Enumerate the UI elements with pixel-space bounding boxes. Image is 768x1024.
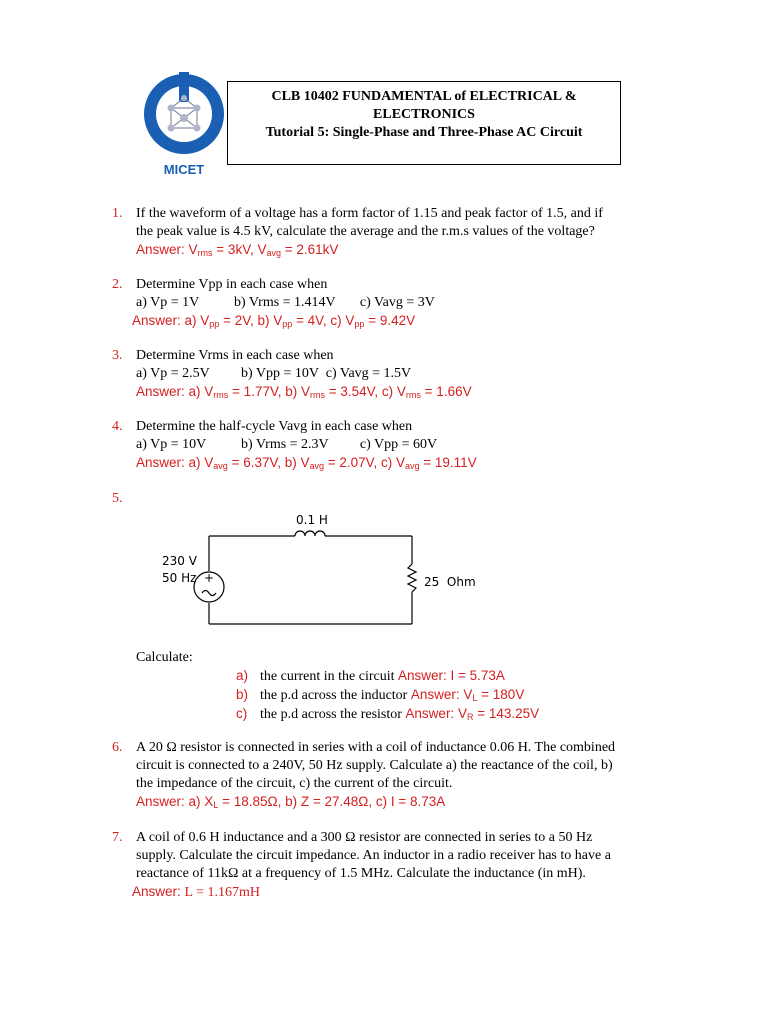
resistor-symbol — [408, 564, 416, 592]
question-1: 1. If the waveform of a voltage has a form factor of 1.15 and peak factor of 1.5, and if the peak value is 4.5 kV, calculate the average and the r.m.s values of the voltage? Answer: $V_{rms} = 3kV$, $V_{avg} = 2.61kV$ — [112, 205, 660, 259]
inductor-label: 0.1 H — [296, 513, 328, 527]
question-5-calculate: Calculate: — [136, 650, 193, 665]
question-5-subparts — [236, 667, 676, 724]
svg-text:MICET: MICET — [163, 162, 205, 177]
molecule-lattice-icon — [135, 70, 233, 180]
answer-1: Answer: $V_{rms} = 3kV$, $V_{avg} = 2.61kV$ — [136, 242, 339, 258]
tutorial-title: Tutorial 5: Single-Phase and Three-Phase AC Circuit — [265, 125, 583, 140]
resistor-label: 25 Ohm — [424, 575, 476, 589]
answer-6: Answer: a) $X_L = 18.85\Omega$, b) Z = 27.48Ω, c) I = 8.73A — [136, 794, 446, 810]
course-title-line2: ELECTRONICS — [373, 107, 475, 122]
question-6: 6. A 20 Ω resistor is connected in series with a coil of inductance 0.06 H. The combined circuit is connected to a 240V, 50 Hz supply. Calculate a) the reactance of the coil, b) the impedance of the circuit, c) the current of the circuit. Answer: a) $X_L = 18.85\Omega$, b) Z = 27.48Ω, c) I = 8.73A — [112, 739, 660, 811]
answer-3: Answer: a) $V_{rms} = 1.77V$, b) $V_{rms} = 3.54V$, c) $V_{rms} = 1.66V$ — [136, 384, 472, 400]
question-2: 2. Determine Vpp in each case when a) Vp = 1V b) Vrms = 1.414V c) Vavg = 3V Answer: a) $V_{pp} = 2V$, b) $V_{pp} = 4V$, c) $V_{pp} = 9.42V$ — [112, 276, 660, 330]
subpart-a: a) the current in the circuit Answer: I = 5.73A — [236, 668, 505, 684]
subpart-b: b) the p.d across the inductor Answer: $V_L = 180V$ — [236, 687, 525, 703]
source-frequency-label: 50 Hz — [162, 571, 197, 585]
title-box — [227, 81, 621, 165]
question-7: 7. A coil of 0.6 H inductance and a 300 Ω resistor are connected in series to a 50 Hz supply. Calculate the circuit impedance. An inductor in a radio receiver has to have a reactance of 11kΩ at a frequency of 1.5 MHz. Calculate the inductance (in mH). Answer: L = 1.167mH — [112, 829, 660, 902]
question-3: 3. Determine Vrms in each case when a) Vp = 2.5V b) Vpp = 10V c) Vavg = 1.5V Answer: a) $V_{rms} = 1.77V$, b) $V_{rms} = 3.54V$, c) $V_{rms} = 1.66V$ — [112, 347, 660, 401]
source-voltage-label: 230 V — [162, 554, 197, 568]
subpart-c: c) the p.d across the resistor Answer: $V_R = 143.25V$ — [236, 706, 540, 722]
inductor-symbol — [295, 531, 325, 536]
question-4: 4. Determine the half-cycle Vavg in each case when a) Vp = 10V b) Vrms = 2.3V c) Vpp = 60V Answer: a) $V_{avg} = 6.37V$, b) $V_{avg} = 2.07V$, c) $V_{avg} = 19.11V$ — [112, 418, 660, 472]
micet-logo — [135, 70, 233, 180]
rl-circuit-diagram — [150, 508, 476, 633]
answer-7: Answer: L = 1.167mH — [132, 884, 260, 900]
answer-2: Answer: a) $V_{pp} = 2V$, b) $V_{pp} = 4V$, c) $V_{pp} = 9.42V$ — [132, 313, 416, 329]
answer-4: Answer: a) $V_{avg} = 6.37V$, b) $V_{avg} = 2.07V$, c) $V_{avg} = 19.11V$ — [136, 455, 477, 471]
svg-text:+: + — [203, 571, 215, 585]
course-title-line1: CLB 10402 FUNDAMENTAL of ELECTRICAL & — [271, 89, 577, 104]
